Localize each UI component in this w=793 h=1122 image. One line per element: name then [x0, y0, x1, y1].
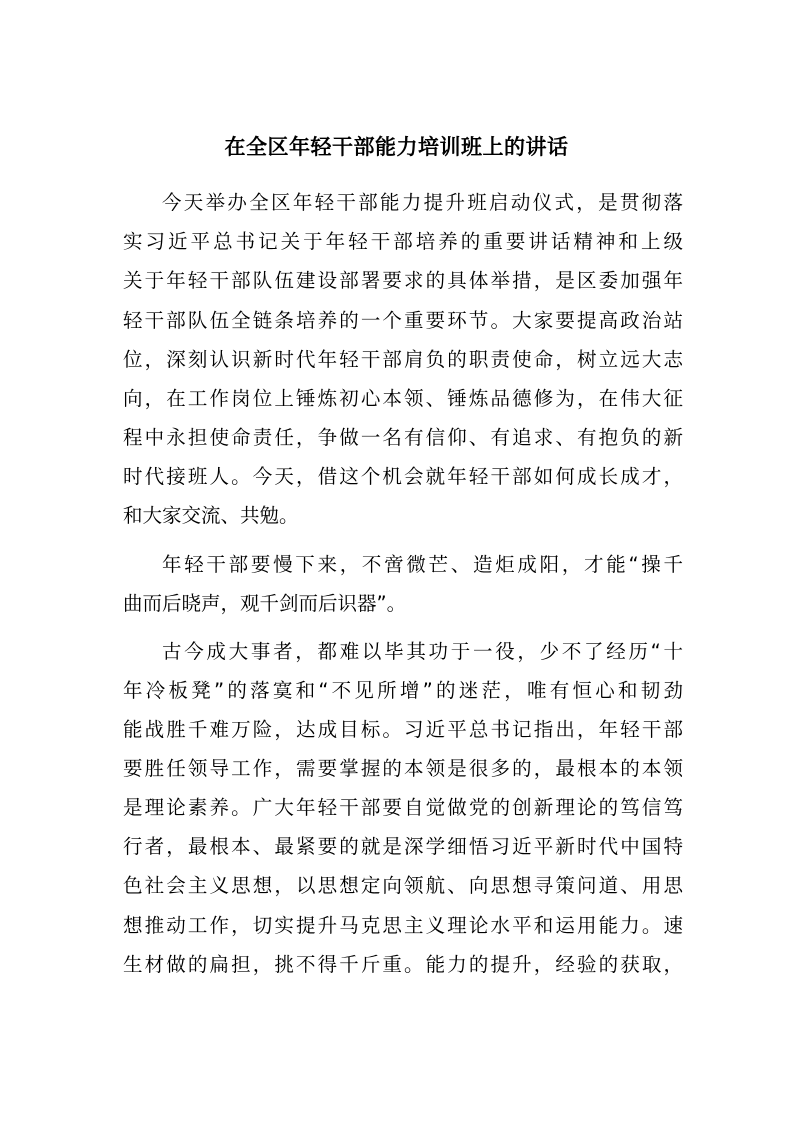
document-title: 在全区年轻干部能力培训班上的讲话 [224, 135, 569, 159]
body-line: 和大家交流、共勉。 [123, 504, 299, 527]
body-line: 色社会主义思想，以思想定向领航、向思想寻策问道、用思 [123, 874, 683, 897]
body-line: 要胜任领导工作，需要掌握的本领是很多的，最根本的本领 [123, 757, 683, 780]
body-line: 向，在工作岗位上锤炼初心本领、锤炼品德修为，在伟大征 [123, 387, 683, 410]
body-line: 能战胜千难万险，达成目标。习近平总书记指出，年轻干部 [123, 718, 683, 741]
body-line: 轻干部队伍全链条培养的一个重要环节。大家要提高政治站 [123, 309, 683, 332]
body-line: 年轻干部要慢下来，不啻微芒、造炬成阳，才能“操千 [162, 553, 683, 576]
body-line: 年冷板凳”的落寞和“不见所增”的迷茫，唯有恒心和韧劲 [123, 679, 683, 702]
body-line: 时代接班人。今天，借这个机会就年轻干部如何成长成才， [123, 465, 683, 488]
body-line: 生材做的扁担，挑不得千斤重。能力的提升，经验的获取， [123, 953, 683, 976]
body-line: 行者，最根本、最紧要的就是深学细悟习近平新时代中国特 [123, 835, 683, 858]
body-line: 古今成大事者，都难以毕其功于一役，少不了经历“十 [162, 640, 683, 663]
body-line: 程中永担使命责任，争做一名有信仰、有追求、有抱负的新 [123, 426, 683, 449]
body-line: 今天举办全区年轻干部能力提升班启动仪式，是贯彻落 [162, 191, 683, 214]
body-line: 曲而后晓声，观千剑而后识器”。 [123, 592, 407, 615]
body-line: 关于年轻干部队伍建设部署要求的具体举措，是区委加强年 [123, 269, 683, 292]
body-line: 是理论素养。广大年轻干部要自觉做党的创新理论的笃信笃 [123, 796, 683, 819]
body-line: 想推动工作，切实提升马克思主义理论水平和运用能力。速 [123, 914, 683, 937]
body-line: 位，深刻认识新时代年轻干部肩负的职责使命，树立远大志 [123, 348, 683, 371]
body-line: 实习近平总书记关于年轻干部培养的重要讲话精神和上级 [123, 230, 683, 253]
